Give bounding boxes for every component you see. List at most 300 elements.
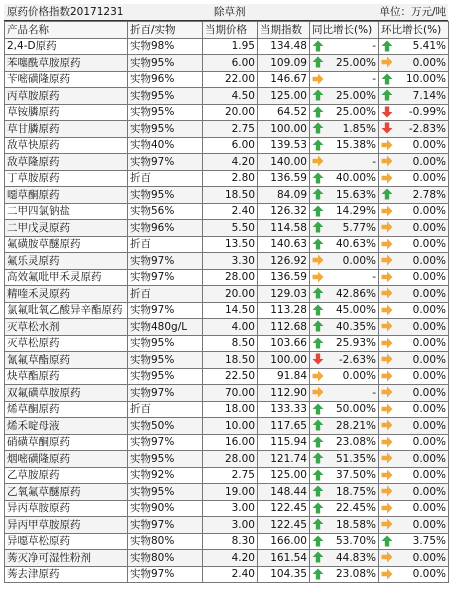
- product-name-cell-value: 烟嘧磺隆原药: [7, 452, 70, 465]
- price-cell: [203, 302, 258, 319]
- mom-cell: [379, 368, 449, 385]
- price-cell: [203, 335, 258, 352]
- product-name-cell-value: 敌草快原药: [7, 139, 60, 152]
- mom-cell: [379, 187, 449, 204]
- product-name-cell: [5, 533, 128, 550]
- spec-cell: [128, 434, 203, 451]
- mom-cell-value: 0.00%: [412, 469, 446, 482]
- table-row: [5, 434, 449, 451]
- arrow-right-icon: [312, 271, 324, 283]
- spec-cell: [128, 137, 203, 154]
- yoy-cell: [310, 335, 379, 352]
- arrow-right-icon: [312, 386, 324, 398]
- spec-cell-value: 折百: [130, 287, 151, 300]
- index-cell: [258, 319, 310, 336]
- yoy-cell-value: 22.45%: [335, 502, 376, 515]
- arrow-right-icon: [381, 287, 393, 299]
- spec-cell-value: 实物95%: [130, 188, 175, 201]
- mom-cell-value: 0.00%: [412, 403, 446, 416]
- price-cell: [203, 220, 258, 237]
- arrow-up-icon: [312, 40, 324, 52]
- mom-cell-value: 0.00%: [412, 353, 446, 366]
- spec-cell: [128, 71, 203, 88]
- index-cell: [258, 170, 310, 187]
- arrow-right-icon: [381, 254, 393, 266]
- yoy-cell-value: 25.00%: [335, 89, 376, 102]
- index-cell-value: 125.00: [270, 469, 307, 482]
- yoy-cell-value: 5.77%: [342, 221, 376, 234]
- yoy-cell-value: 40.35%: [335, 320, 376, 333]
- table-row: [5, 418, 449, 435]
- arrow-down-icon: [312, 353, 324, 365]
- index-cell: [258, 187, 310, 204]
- mom-cell-value: 0.00%: [412, 155, 446, 168]
- table-row: [5, 484, 449, 501]
- mom-cell-value: 0.00%: [412, 518, 446, 531]
- spec-cell-value: 实物92%: [130, 469, 175, 482]
- index-cell: [258, 566, 310, 583]
- price-cell: [203, 517, 258, 534]
- mom-cell: [379, 385, 449, 402]
- index-cell-value: 115.94: [270, 436, 307, 449]
- arrow-right-icon: [381, 238, 393, 250]
- price-cell: [203, 55, 258, 72]
- index-cell-value: 134.48: [270, 40, 307, 53]
- yoy-cell-value: 1.85%: [342, 122, 376, 135]
- price-cell-value: 8.30: [231, 535, 255, 548]
- sheet-title: 原药价格指数20171231: [7, 6, 124, 18]
- price-cell-value: 1.95: [231, 40, 255, 53]
- index-cell-value: 136.59: [270, 271, 307, 284]
- mom-cell: [379, 253, 449, 270]
- price-cell: [203, 154, 258, 171]
- index-cell: [258, 401, 310, 418]
- arrow-right-icon: [381, 271, 393, 283]
- price-cell-value: 18.50: [224, 188, 255, 201]
- arrow-down-icon: [381, 106, 393, 118]
- product-name-cell-value: 草甘膦原药: [7, 122, 60, 135]
- arrow-up-icon: [312, 188, 324, 200]
- product-name-cell: [5, 319, 128, 336]
- yoy-cell: [310, 451, 379, 468]
- mom-cell-value: 0.00%: [412, 452, 446, 465]
- price-cell-value: 2.80: [231, 172, 255, 185]
- mom-cell: [379, 566, 449, 583]
- price-cell: [203, 170, 258, 187]
- yoy-cell: [310, 88, 379, 105]
- index-cell-value: 133.33: [270, 403, 307, 416]
- product-name-cell-value: 硝磺草酮原药: [7, 436, 70, 449]
- product-name-cell: [5, 170, 128, 187]
- product-name-cell: [5, 352, 128, 369]
- index-cell: [258, 517, 310, 534]
- spec-cell: [128, 401, 203, 418]
- index-cell-value: 84.09: [276, 188, 307, 201]
- product-name-cell: [5, 566, 128, 583]
- index-cell-value: 112.68: [270, 320, 307, 333]
- price-cell: [203, 203, 258, 220]
- mom-cell: [379, 269, 449, 286]
- index-cell-value: 112.90: [270, 386, 307, 399]
- spec-cell-value: 实物95%: [130, 106, 175, 119]
- product-name-cell-value: 莠灭净可湿性粉剂: [7, 551, 91, 564]
- index-cell-value: 136.59: [270, 172, 307, 185]
- product-name-cell: [5, 302, 128, 319]
- product-name-cell: [5, 484, 128, 501]
- spec-cell-value: 实物95%: [130, 122, 175, 135]
- price-cell-value: 4.50: [231, 89, 255, 102]
- spec-cell: [128, 368, 203, 385]
- product-name-cell-value: 氟乐灵原药: [7, 254, 60, 267]
- arrow-up-icon: [312, 485, 324, 497]
- price-cell-value: 3.00: [231, 518, 255, 531]
- yoy-cell: [310, 170, 379, 187]
- arrow-up-icon: [381, 535, 393, 547]
- price-cell-value: 16.00: [224, 436, 255, 449]
- product-name-cell-value: 氯氟吡氧乙酸异辛酯原药: [7, 304, 123, 317]
- arrow-up-icon: [312, 221, 324, 233]
- arrow-up-icon: [381, 73, 393, 85]
- yoy-cell-value: 14.29%: [335, 205, 376, 218]
- yoy-cell-value: 0.00%: [342, 370, 376, 383]
- price-cell-value: 3.00: [231, 502, 255, 515]
- arrow-right-icon: [381, 436, 393, 448]
- arrow-up-icon: [312, 551, 324, 563]
- yoy-cell-value: 51.35%: [335, 452, 376, 465]
- mom-cell-value: 10.00%: [405, 73, 446, 86]
- product-name-cell-value: 高效氟吡甲禾灵原药: [7, 271, 102, 284]
- mom-cell: [379, 418, 449, 435]
- yoy-cell: [310, 484, 379, 501]
- index-cell-value: 104.35: [270, 568, 307, 581]
- arrow-right-icon: [381, 469, 393, 481]
- spec-cell-value: 实物95%: [130, 337, 175, 350]
- yoy-cell-value: 18.75%: [335, 485, 376, 498]
- arrow-up-icon: [312, 320, 324, 332]
- spec-cell: [128, 88, 203, 105]
- price-cell: [203, 269, 258, 286]
- spec-cell-value: 实物96%: [130, 221, 175, 234]
- price-cell: [203, 533, 258, 550]
- price-cell-value: 28.00: [224, 271, 255, 284]
- product-name-cell-value: 灭草松水剂: [7, 320, 60, 333]
- index-cell: [258, 302, 310, 319]
- arrow-right-icon: [381, 353, 393, 365]
- mom-cell-value: 0.00%: [412, 287, 446, 300]
- index-cell-value: 109.09: [270, 56, 307, 69]
- table-row: [5, 335, 449, 352]
- table-row: [5, 517, 449, 534]
- price-cell: [203, 451, 258, 468]
- yoy-cell: [310, 302, 379, 319]
- unit-label: 单位：万元/吨: [379, 6, 446, 18]
- price-cell: [203, 187, 258, 204]
- spec-cell: [128, 187, 203, 204]
- spec-cell-value: 实物56%: [130, 205, 175, 218]
- mom-cell-value: 0.00%: [412, 551, 446, 564]
- price-cell: [203, 38, 258, 55]
- yoy-cell-value: 45.00%: [335, 304, 376, 317]
- spec-cell: [128, 352, 203, 369]
- product-name-cell: [5, 154, 128, 171]
- price-cell-value: 8.50: [231, 337, 255, 350]
- spec-cell-value: 实物97%: [130, 155, 175, 168]
- index-cell: [258, 335, 310, 352]
- price-cell-value: 10.00: [224, 419, 255, 432]
- spec-cell-value: 实物80%: [130, 535, 175, 548]
- price-cell-value: 2.40: [231, 568, 255, 581]
- price-cell: [203, 104, 258, 121]
- yoy-cell: [310, 154, 379, 171]
- spec-cell: [128, 517, 203, 534]
- arrow-right-icon: [312, 73, 324, 85]
- price-cell-value: 18.00: [224, 403, 255, 416]
- mom-cell-value: 0.00%: [412, 205, 446, 218]
- yoy-cell-value: -: [372, 386, 376, 399]
- index-cell: [258, 484, 310, 501]
- mom-cell-value: 0.00%: [412, 304, 446, 317]
- yoy-cell-value: 37.50%: [335, 469, 376, 482]
- product-name-cell-value: 氟磺胺草醚原药: [7, 238, 81, 251]
- arrow-up-icon: [312, 469, 324, 481]
- product-name-cell: [5, 269, 128, 286]
- arrow-up-icon: [312, 106, 324, 118]
- mom-cell-value: 0.00%: [412, 485, 446, 498]
- price-cell: [203, 500, 258, 517]
- index-cell: [258, 253, 310, 270]
- arrow-right-icon: [381, 172, 393, 184]
- spec-cell: [128, 170, 203, 187]
- index-cell-value: 113.28: [270, 304, 307, 317]
- product-name-cell: [5, 121, 128, 138]
- table-row: [5, 500, 449, 517]
- spec-cell-value: 实物90%: [130, 502, 175, 515]
- product-name-cell: [5, 418, 128, 435]
- spec-cell: [128, 55, 203, 72]
- product-name-cell-value: 丁草胺原药: [7, 172, 60, 185]
- price-cell: [203, 566, 258, 583]
- product-name-cell-value: 炔草酯原药: [7, 370, 60, 383]
- index-cell-value: 125.00: [270, 89, 307, 102]
- price-cell: [203, 352, 258, 369]
- arrow-up-icon: [312, 304, 324, 316]
- index-cell-value: 121.74: [270, 452, 307, 465]
- mom-cell-value: 5.41%: [412, 40, 446, 53]
- product-name-cell: [5, 88, 128, 105]
- table-row: [5, 451, 449, 468]
- mom-cell-value: 2.78%: [412, 188, 446, 201]
- price-cell: [203, 385, 258, 402]
- spec-cell-value: 实物95%: [130, 452, 175, 465]
- arrow-up-icon: [312, 287, 324, 299]
- spec-cell: [128, 500, 203, 517]
- product-name-cell-value: 苯噻酰草胺原药: [7, 56, 81, 69]
- price-cell-value: 6.00: [231, 56, 255, 69]
- spec-cell-value: 实物40%: [130, 139, 175, 152]
- arrow-up-icon: [312, 452, 324, 464]
- col-header-name: 产品名称: [5, 22, 128, 39]
- spec-cell: [128, 269, 203, 286]
- table-row: [5, 55, 449, 72]
- mom-cell: [379, 533, 449, 550]
- index-cell-value: 146.67: [270, 73, 307, 86]
- table-row: [5, 467, 449, 484]
- arrow-right-icon: [381, 155, 393, 167]
- mom-cell-value: 0.00%: [412, 271, 446, 284]
- yoy-cell: [310, 269, 379, 286]
- product-name-cell: [5, 38, 128, 55]
- yoy-cell: [310, 319, 379, 336]
- price-cell: [203, 418, 258, 435]
- table-row: [5, 137, 449, 154]
- arrow-up-icon: [312, 56, 324, 68]
- product-name-cell: [5, 55, 128, 72]
- yoy-cell: [310, 236, 379, 253]
- index-cell: [258, 104, 310, 121]
- spec-cell-value: 折百: [130, 238, 151, 251]
- spec-cell-value: 实物95%: [130, 485, 175, 498]
- mom-cell: [379, 154, 449, 171]
- arrow-right-icon: [381, 452, 393, 464]
- arrow-up-icon: [381, 40, 393, 52]
- yoy-cell: [310, 121, 379, 138]
- product-name-cell: [5, 137, 128, 154]
- arrow-up-icon: [312, 172, 324, 184]
- spec-cell: [128, 451, 203, 468]
- index-cell-value: 140.00: [270, 155, 307, 168]
- arrow-up-icon: [312, 205, 324, 217]
- mom-cell: [379, 203, 449, 220]
- spec-cell-value: 实物97%: [130, 386, 175, 399]
- arrow-up-icon: [312, 502, 324, 514]
- spec-cell: [128, 220, 203, 237]
- yoy-cell: [310, 352, 379, 369]
- price-cell-value: 4.20: [231, 155, 255, 168]
- mom-cell-value: 0.00%: [412, 502, 446, 515]
- spec-cell: [128, 484, 203, 501]
- spec-cell-value: 折百: [130, 403, 151, 416]
- arrow-right-icon: [381, 56, 393, 68]
- index-cell: [258, 55, 310, 72]
- arrow-right-icon: [381, 337, 393, 349]
- spec-cell: [128, 335, 203, 352]
- price-cell-value: 5.50: [231, 221, 255, 234]
- product-name-cell: [5, 220, 128, 237]
- yoy-cell: [310, 368, 379, 385]
- spec-cell-value: 实物97%: [130, 271, 175, 284]
- index-cell: [258, 71, 310, 88]
- yoy-cell-value: 25.93%: [335, 337, 376, 350]
- yoy-cell-value: 25.00%: [335, 56, 376, 69]
- table-row: [5, 104, 449, 121]
- spec-cell: [128, 203, 203, 220]
- product-name-cell: [5, 451, 128, 468]
- arrow-right-icon: [381, 551, 393, 563]
- product-name-cell-value: 氰氟草酯原药: [7, 353, 70, 366]
- mom-cell-value: 0.00%: [412, 172, 446, 185]
- index-cell-value: 126.32: [270, 205, 307, 218]
- index-cell-value: 126.92: [270, 254, 307, 267]
- mom-cell-value: 0.00%: [412, 56, 446, 69]
- price-cell: [203, 286, 258, 303]
- table-row: [5, 154, 449, 171]
- product-name-cell-value: 精喹禾灵原药: [7, 287, 70, 300]
- mom-cell-value: -2.83%: [408, 122, 446, 135]
- spec-cell: [128, 302, 203, 319]
- index-cell: [258, 154, 310, 171]
- col-header-mom: 环比增长(%): [379, 22, 449, 39]
- price-cell-value: 70.00: [224, 386, 255, 399]
- yoy-cell-value: -2.63%: [338, 353, 376, 366]
- spec-cell-value: 实物97%: [130, 436, 175, 449]
- table-row: [5, 401, 449, 418]
- yoy-cell: [310, 517, 379, 534]
- product-name-cell-value: 2,4-D原药: [7, 40, 57, 53]
- price-cell-value: 28.00: [224, 452, 255, 465]
- index-cell-value: 129.03: [270, 287, 307, 300]
- mom-cell: [379, 500, 449, 517]
- spec-cell: [128, 533, 203, 550]
- index-cell-value: 148.44: [270, 485, 307, 498]
- spec-cell-value: 实物95%: [130, 56, 175, 69]
- mom-cell: [379, 286, 449, 303]
- product-name-cell-value: 丙草胺原药: [7, 89, 60, 102]
- index-cell: [258, 203, 310, 220]
- arrow-down-icon: [381, 122, 393, 134]
- arrow-right-icon: [312, 254, 324, 266]
- yoy-cell: [310, 550, 379, 567]
- mom-cell-value: 0.00%: [412, 139, 446, 152]
- price-cell-value: 20.00: [224, 106, 255, 119]
- mom-cell: [379, 319, 449, 336]
- price-cell-value: 14.50: [224, 304, 255, 317]
- arrow-up-icon: [312, 89, 324, 101]
- index-cell: [258, 451, 310, 468]
- yoy-cell-value: 53.70%: [335, 535, 376, 548]
- spec-cell: [128, 121, 203, 138]
- spec-cell: [128, 286, 203, 303]
- price-cell-value: 2.40: [231, 205, 255, 218]
- index-cell-value: 161.54: [270, 551, 307, 564]
- table-row: [5, 236, 449, 253]
- mom-cell: [379, 517, 449, 534]
- price-cell: [203, 368, 258, 385]
- product-name-cell-value: 乙氧氟草醚原药: [7, 485, 81, 498]
- mom-cell-value: 0.00%: [412, 254, 446, 267]
- spec-cell-value: 实物97%: [130, 568, 175, 581]
- product-name-cell-value: 苄嘧磺隆原药: [7, 73, 70, 86]
- index-cell: [258, 467, 310, 484]
- mom-cell-value: -0.99%: [408, 106, 446, 119]
- mom-cell-value: 0.00%: [412, 370, 446, 383]
- arrow-up-icon: [312, 238, 324, 250]
- price-cell: [203, 484, 258, 501]
- product-name-cell-value: 二甲戊灵原药: [7, 221, 70, 234]
- yoy-cell-value: -: [372, 73, 376, 86]
- index-cell-value: 140.63: [270, 238, 307, 251]
- price-cell-value: 2.75: [231, 469, 255, 482]
- mom-cell: [379, 220, 449, 237]
- price-table: [4, 21, 449, 583]
- index-cell-value: 100.00: [270, 353, 307, 366]
- yoy-cell-value: -: [372, 40, 376, 53]
- price-cell: [203, 434, 258, 451]
- spec-cell: [128, 550, 203, 567]
- product-name-cell: [5, 71, 128, 88]
- price-cell-value: 3.30: [231, 254, 255, 267]
- product-name-cell: [5, 187, 128, 204]
- index-cell: [258, 385, 310, 402]
